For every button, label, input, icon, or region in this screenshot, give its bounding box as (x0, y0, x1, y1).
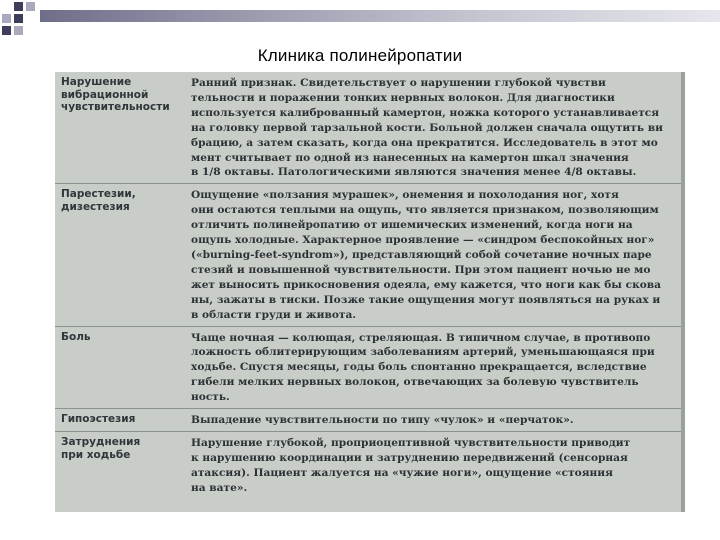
scanned-table-image (55, 72, 685, 512)
description-line: к нарушению координации и затруднению передвижений (сенсорная (191, 451, 628, 464)
term-line: Гипоэстезия (61, 413, 136, 426)
description-line: стезий и повышенной чувствительности. При этом пациент ночью не мо (191, 263, 651, 276)
deco-square (2, 14, 11, 23)
header-strip (40, 10, 720, 22)
table-row (55, 183, 685, 325)
deco-square (14, 14, 23, 23)
term-line: Затруднения (61, 435, 141, 448)
deco-square (14, 26, 23, 35)
row-description (183, 432, 677, 499)
description-line: Ранний признак. Свидетельствует о нарушении глубокой чувстви (191, 77, 606, 89)
table-row (55, 326, 685, 409)
description-line: ны, зажаты в тиски. Позже такие ощущения могут появляться на руках и (191, 293, 661, 306)
row-description (183, 184, 677, 325)
description-line: тельности и поражении тонких нервных волокон. Для диагностики (191, 91, 615, 104)
description-line: ложность облитерирующим заболеваниям артерий, уменьшающаяся при (191, 346, 655, 359)
description-line: («burning-feet-syndrom»), представляющий собой сочетание ночных паре (191, 248, 652, 261)
deco-square (14, 2, 23, 11)
scan-edge (681, 72, 685, 512)
deco-square (2, 26, 11, 35)
term-line: чувствительности (61, 101, 170, 114)
deco-square (26, 2, 35, 11)
description-line: Выпадение чувствительности по типу «чулок» и «перчаток». (191, 414, 574, 427)
symptom-table (55, 72, 685, 499)
description-line: на вате». (191, 481, 248, 494)
description-line: ходьбе. Спустя месяцы, годы боль спонтанно прекращается, вследствие (191, 361, 647, 374)
table-row (55, 408, 685, 431)
description-line: в 1/8 октавы. Патологическими являются значения менее 4/8 октавы. (191, 166, 637, 179)
description-line: Ощущение «ползания мурашек», онемения и похолодания ног, хотя (191, 189, 619, 202)
row-term (55, 184, 183, 325)
description-line: они остаются теплыми на ощупь, что является признаком, позволяющим (191, 204, 659, 217)
description-line: отличить полинейропатию от ишемических изменений, когда ноги на (191, 219, 633, 232)
description-line: Чаще ночная — колющая, стреляющая. В типичном случае, в противопо (191, 331, 651, 344)
term-line: Нарушение (61, 76, 132, 88)
row-term (55, 432, 183, 499)
row-term (55, 327, 183, 409)
row-term (55, 72, 183, 183)
row-description (183, 72, 677, 183)
row-term (55, 409, 183, 431)
description-line: мент считывает по одной из нанесенных на камертон шкал значения (191, 151, 629, 164)
description-line: используется калиброванный камертон, ножка которого устанавливается (191, 106, 660, 119)
row-description (183, 327, 677, 409)
term-line: Боль (61, 330, 91, 343)
description-line: брацию, а затем сказать, когда она прекратится. Исследователь в этот мо (191, 136, 658, 149)
slide-title: Клиника полинейропатии (257, 46, 463, 65)
description-line: жет выносить прикосновения одеяла, ему кажется, что ноги как бы скова (191, 278, 662, 291)
description-line: на головку первой тарзальной кости. Больной должен сначала ощутить ви (191, 121, 663, 134)
term-line: Парестезии, (61, 188, 136, 201)
term-line: вибрационной (61, 88, 149, 101)
description-line: гибели мелких нервных волокон, отвечающих за болевую чувствитель (191, 376, 639, 389)
term-line: дизестезия (61, 200, 130, 213)
description-line: атаксия). Пациент жалуется на «чужие ноги», ощущение «стояния (191, 466, 613, 479)
description-line: ность. (191, 391, 230, 404)
description-line: в области груди и живота. (191, 308, 357, 321)
term-line: при ходьбе (61, 448, 131, 461)
corner-decoration (0, 0, 64, 48)
description-line: Нарушение глубокой, проприоцептивной чувствительности приводит (191, 436, 631, 449)
description-line: ощупь холодные. Характерное проявление — «синдром беспокойных ног» (191, 234, 655, 247)
row-description (183, 409, 677, 431)
table-row (55, 431, 685, 499)
table-row (55, 72, 685, 183)
